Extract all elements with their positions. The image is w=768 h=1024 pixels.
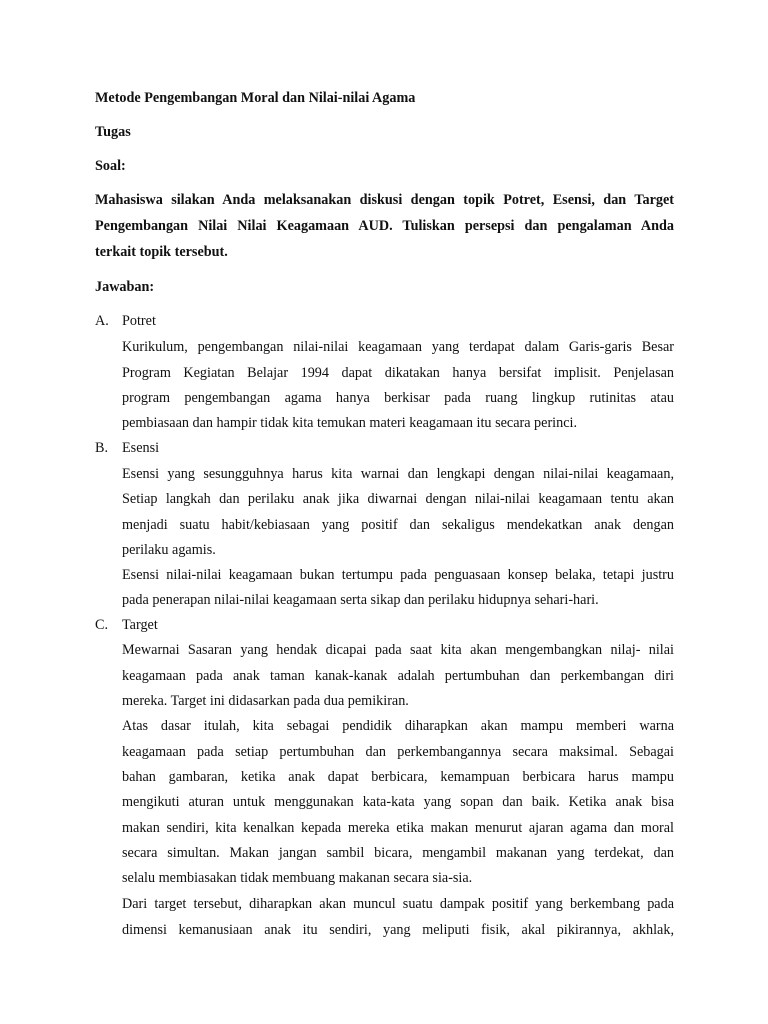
section-title-target: Target [122, 617, 158, 633]
paragraph-line: keagamaan pada anak taman kanak-kanak adalah pertumbuhan dan perkembangan diri [122, 668, 674, 684]
section-marker-a: A. [95, 313, 109, 329]
soal-label: Soal: [95, 158, 126, 174]
paragraph-line: Program Kegiatan Belajar 1994 dapat dikatakan hanya bersifat implisit. Penjelasan [122, 365, 674, 381]
question-line: Pengembangan Nilai Nilai Keagamaan AUD. Tuliskan persepsi dan pengalaman Anda [95, 218, 674, 234]
tugas-label: Tugas [95, 124, 131, 140]
paragraph-line: keagamaan pada setiap pertumbuhan dan perkembangannya secara maksimal. Sebagai [122, 744, 674, 760]
document-title: Metode Pengembangan Moral dan Nilai-nilai Agama [95, 90, 416, 106]
question-line: Mahasiswa silakan Anda melaksanakan diskusi dengan topik Potret, Esensi, dan Target [95, 192, 674, 208]
paragraph-line: pada penerapan nilai-nilai keagamaan serta sikap dan perilaku hidupnya sehari-hari. [122, 592, 599, 608]
section-marker-c: C. [95, 617, 109, 633]
paragraph-line: pembiasaan dan hampir tidak kita temukan materi keagamaan itu secara perinci. [122, 415, 577, 431]
paragraph-line: bahan gambaran, ketika anak dapat berbicara, kemampuan berbicara harus mampu [122, 769, 674, 785]
paragraph-line: Dari target tersebut, diharapkan akan muncul suatu dampak positif yang berkembang pada [122, 896, 674, 912]
paragraph-line: makan sendiri, kita kenalkan kepada mereka etika makan menurut ajaran agama dan moral [122, 820, 674, 836]
paragraph-line: selalu membiasakan tidak membuang makanan secara sia-sia. [122, 870, 473, 886]
paragraph-line: Setiap langkah dan perilaku anak jika diwarnai dengan nilai-nilai keagamaan tentu akan [122, 491, 674, 507]
paragraph-line: Atas dasar itulah, kita sebagai pendidik diharapkan akan mampu memberi warna [122, 718, 674, 734]
paragraph-line: program pengembangan agama hanya berkisar pada ruang lingkup rutinitas atau [122, 390, 674, 406]
paragraph-line: dimensi kemanusiaan anak itu sendiri, yang meliputi fisik, akal pikirannya, akhlak, [122, 922, 674, 938]
paragraph-line: secara simultan. Makan jangan sambil bicara, mengambil makanan yang terdekat, dan [122, 845, 674, 861]
paragraph-line: perilaku agamis. [122, 542, 216, 558]
paragraph-line: Mewarnai Sasaran yang hendak dicapai pada saat kita akan mengembangkan nilaj- nilai [122, 642, 674, 658]
paragraph-line: Esensi yang sesungguhnya harus kita warnai dan lengkapi dengan nilai-nilai keagamaan, [122, 466, 674, 482]
paragraph-line: mereka. Target ini didasarkan pada dua pemikiran. [122, 693, 409, 709]
jawaban-label: Jawaban: [95, 279, 155, 295]
section-title-esensi: Esensi [122, 440, 160, 456]
paragraph-line: Esensi nilai-nilai keagamaan bukan tertumpu pada penguasaan konsep belaka, tetapi justru [122, 567, 674, 583]
section-title-potret: Potret [122, 313, 156, 329]
paragraph-line: mengikuti aturan untuk menggunakan kata-kata yang sopan dan baik. Ketika anak bisa [122, 794, 674, 810]
section-marker-b: B. [95, 440, 109, 456]
paragraph-line: Kurikulum, pengembangan nilai-nilai keagamaan yang terdapat dalam Garis-garis Besar [122, 339, 674, 355]
question-line: terkait topik tersebut. [95, 244, 228, 260]
paragraph-line: menjadi suatu habit/kebiasaan yang positif dan sekaligus mendekatkan anak dengan [122, 517, 674, 533]
